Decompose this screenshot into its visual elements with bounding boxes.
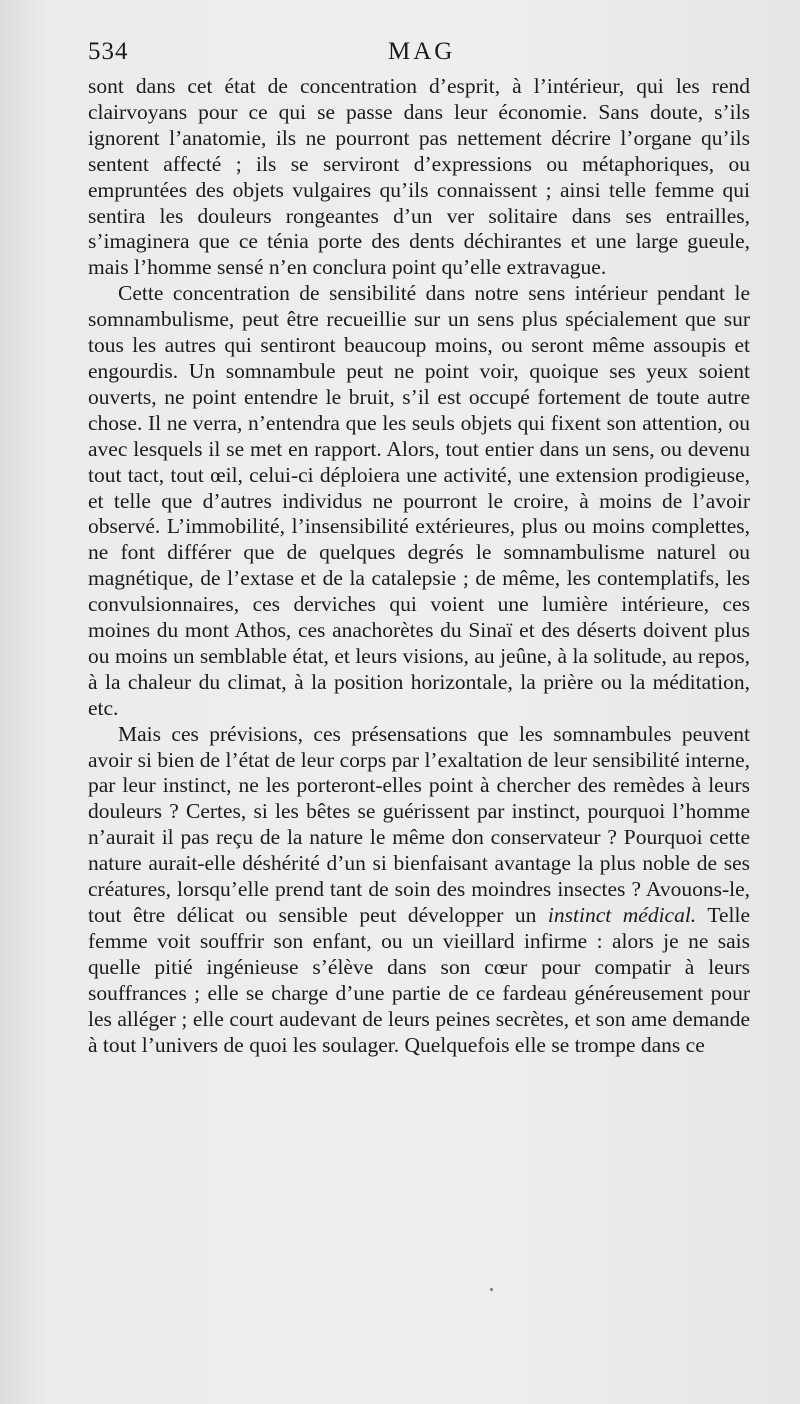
paragraph-2: Cette concentration de sensibilité dans notre sens intérieur pendant le somnambulisme, peut être recueillie sur un sens plus spécialement que sur tous les autres qui sentiront beaucoup moins, ou seront même assoupis et engourdis. Un somnambule peut ne point voir, quoique ses yeux soient ouverts, ne point entendre le bruit, s’il est occupé fortement de toute autre chose. Il ne verra, n’entendra que les seuls objets qui fixent son attention, ou avec lesquels il se met en rapport. Alors, tout entier dans un sens, ou devenu tout tact, tout œil, celui-ci déploiera une activité, une extension prodigieuse, et telle que d’autres individus ne pourront le croire, à moins de l’avoir observé. L’immobilité, l’insensibilité extérieures, plus ou moins complettes, ne font différer que de quelques degrés le somnambulisme naturel ou magnétique, de l’extase et de la catalepsie ; de même, les contemplatifs, les convulsionnaires, ces derviches qui voient une lumière intérieure, ces moines du mont Athos, ces anachorètes du Sinaï et des déserts doivent plus ou moins un semblable état, et leurs visions, au jeûne, à la solitude, au repos, à la chaleur du climat, à la position horizontale, la prière ou la méditation, etc. — [88, 281, 750, 720]
paragraph-3-text-b: Telle femme voit souffrir son enfant, ou un vieillard infirme : alors je ne sais quelle pitié ingénieuse s’élève dans son cœur pour compatir à leurs souffrances ; elle se charge d’une partie de ce fardeau généreusement pour les alléger ; elle court audevant de leurs peines secrètes, et son ame demande à tout l’univers de quoi les soulager. Quelquefois elle se trompe dans ce — [88, 903, 750, 1057]
paper-speck — [490, 1288, 493, 1291]
body-text — [88, 74, 750, 1058]
italic-phrase: instinct médical. — [547, 903, 697, 927]
paragraph-1: sont dans cet état de concentration d’esprit, à l’intérieur, qui les rend clairvoyans pour ce qui se passe dans leur économie. Sans doute, s’ils ignorent l’anatomie, ils ne pourront pas nettement décrire l’organe qu’ils sentent affecté ; ils se serviront d’expressions ou métaphoriques, ou empruntées des objets vulgaires qu’ils connaissent ; ainsi telle femme qui sentira les douleurs rongeantes d’un ver solitaire dans ses entrailles, s’imaginera que ce ténia porte des dents déchirantes et une large gueule, mais l’homme sensé n’en conclura point qu’elle extravague. — [88, 74, 750, 280]
paragraph-3-text-a: Mais ces prévisions, ces présensations que les somnambules peuvent avoir si bien de l’état de leur corps par l’exaltation de leur sensibilité interne, par leur instinct, ne les porteront-elles point à chercher des remèdes à leurs douleurs ? Certes, si les bêtes se guérissent par instinct, pourquoi l’homme n’aurait il pas reçu de la nature le même don conservateur ? Pourquoi cette nature aurait-elle déshérité d’un si bienfaisant avantage la plus noble de ses créatures, lorsqu’elle prend tant de soin des moindres insectes ? Avouons-le, tout être délicat ou sensible peut développer un — [88, 721, 750, 927]
page-header — [88, 34, 750, 74]
page-number: 534 — [88, 38, 129, 65]
running-head: MAG — [388, 38, 456, 65]
paragraph-3 — [88, 722, 750, 1059]
